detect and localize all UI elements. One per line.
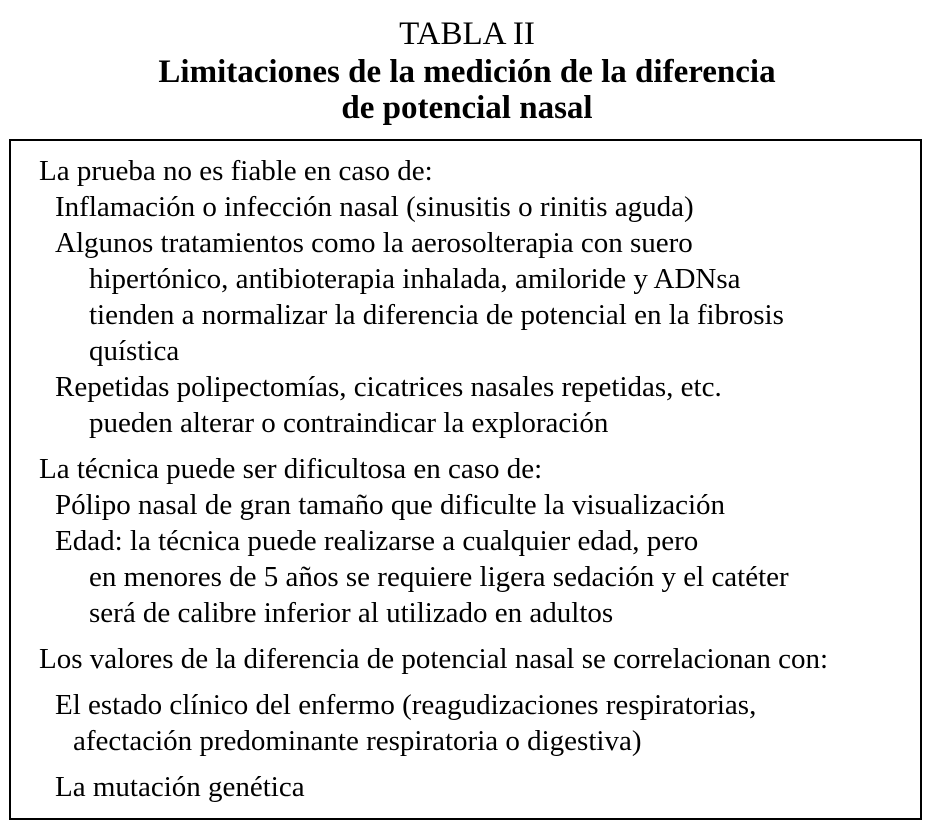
section-heading-technique: La técnica puede ser dificultosa en caso de: [39, 453, 543, 485]
item-treatments-line-1: Algunos tratamientos como la aerosolterapia con suero [55, 227, 693, 259]
item-treatments-line-3: tienden a normalizar la diferencia de potencial en la fibrosis [89, 299, 784, 331]
item-polypectomies-line-1: Repetidas polipectomías, cicatrices nasales repetidas, etc. [55, 371, 722, 403]
item-age-line-1: Edad: la técnica puede realizarse a cualquier edad, pero [55, 525, 699, 557]
item-clinical-line-1: El estado clínico del enfermo (reagudizaciones respiratorias, [55, 689, 757, 721]
item-clinical-line-2: afectación predominante respiratoria o digestiva) [73, 725, 642, 757]
item-polyp: Pólipo nasal de gran tamaño que dificulte la visualización [55, 489, 726, 521]
table-title-line-2: de potencial nasal [341, 90, 593, 126]
table-number: TABLA II [399, 16, 535, 52]
item-treatments-line-2: hipertónico, antibioterapia inhalada, amiloride y ADNsa [89, 263, 741, 295]
section-heading-reliability: La prueba no es fiable en caso de: [39, 155, 433, 187]
table-box [9, 139, 922, 820]
table-title-line-1: Limitaciones de la medición de la diferencia [158, 54, 776, 90]
item-treatments-line-4: quística [89, 335, 180, 367]
item-inflammation: Inflamación o infección nasal (sinusitis o rinitis aguda) [55, 191, 694, 223]
item-mutation: La mutación genética [55, 771, 305, 803]
item-polypectomies-line-2: pueden alterar o contraindicar la exploración [89, 407, 609, 439]
table-caption [0, 14, 934, 126]
item-age-line-2: en menores de 5 años se requiere ligera sedación y el catéter [89, 561, 789, 593]
section-heading-correlation: Los valores de la diferencia de potencial nasal se correlacionan con: [39, 643, 829, 675]
item-age-line-3: será de calibre inferior al utilizado en adultos [89, 597, 614, 629]
